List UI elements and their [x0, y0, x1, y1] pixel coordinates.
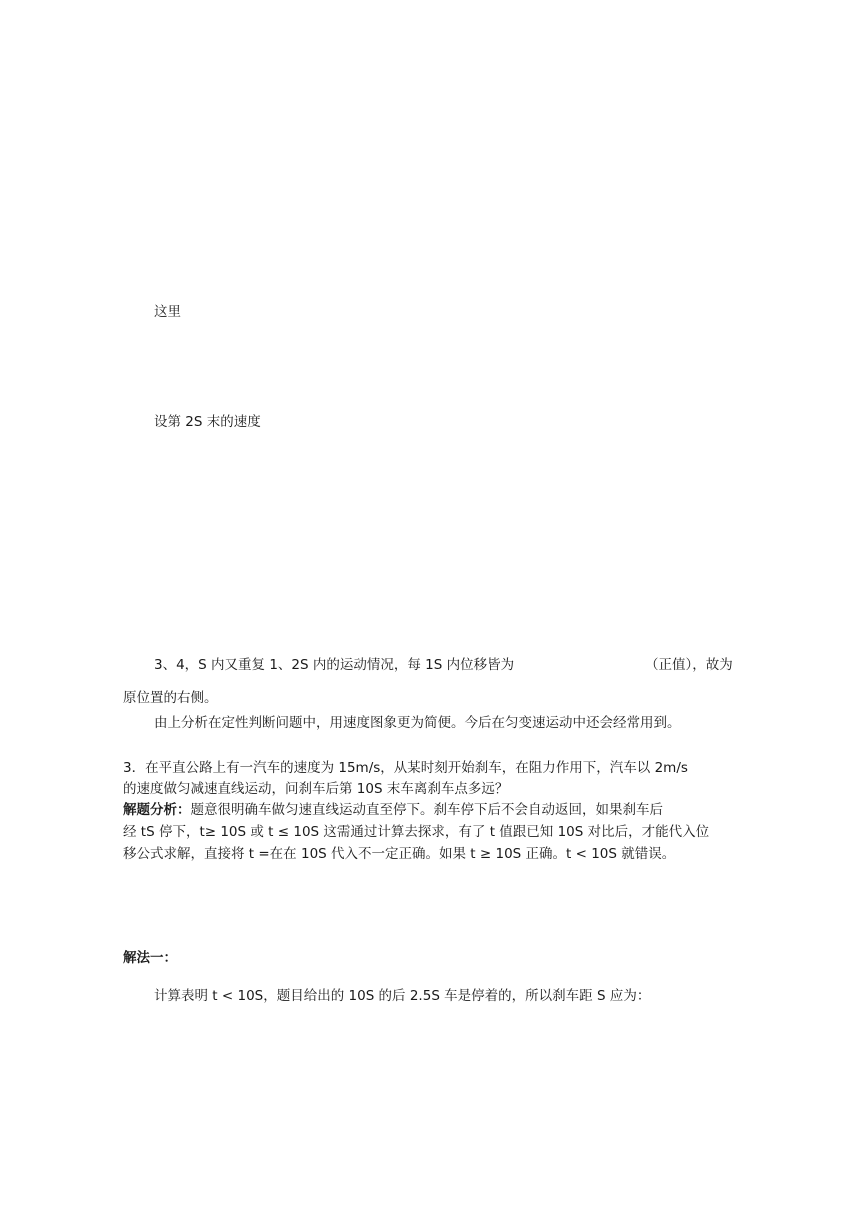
- analysis-text: 题意很明确车做匀速直线运动直至停下。刹车停下后不会自动返回，如果刹车后: [190, 802, 663, 818]
- method-one-heading: 解法一：: [123, 950, 177, 966]
- solution-analysis-line-3: 移公式求解，直接将 t =在在 10S 代入不一定正确。如果 t ≥ 10S 正确。t < 10S 就错误。: [123, 846, 676, 862]
- text-line-right-side: 原位置的右侧。: [123, 690, 218, 706]
- text-line-analysis: 由上分析在定性判断问题中，用速度图象更为简便。今后在匀变速运动中还会经常用到。: [154, 715, 681, 731]
- text-line-zheli: 这里: [154, 304, 181, 320]
- method-one-text: 计算表明 t < 10S，题目给出的 10S 的后 2.5S 车是停着的，所以刹车距 S 应为：: [154, 988, 651, 1004]
- solution-analysis-line-1: [123, 800, 663, 820]
- problem-3-line-1: 3．在平直公路上有一汽车的速度为 15m/s，从某时刻开始刹车，在阻力作用下，汽车以 2m/s: [123, 760, 688, 776]
- problem-3-line-2: 的速度做匀减速直线运动，问刹车后第 10S 末车离刹车点多远？: [123, 781, 509, 797]
- text-line-velocity: 设第 2S 末的速度: [154, 414, 261, 430]
- solution-analysis-line-2: 经 tS 停下，t≥ 10S 或 t ≤ 10S 这需通过计算去探求，有了 t 值跟已知 10S 对比后，才能代入位: [123, 824, 710, 840]
- text-line-displacement: 3、4，S 内又重复 1、2S 内的运动情况，每 1S 内位移皆为: [154, 657, 515, 673]
- analysis-heading: 解题分析：: [123, 802, 191, 818]
- text-line-positive: （正值），故为: [645, 657, 733, 673]
